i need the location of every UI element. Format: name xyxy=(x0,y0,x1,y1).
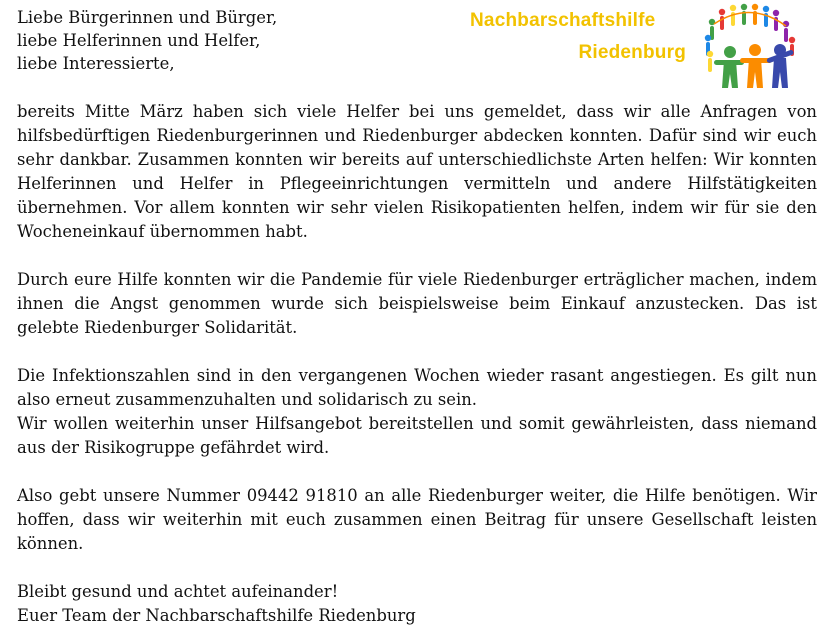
letter-body xyxy=(17,100,817,628)
people-circle-logo-icon xyxy=(700,2,800,90)
paragraph-1: bereits Mitte März haben sich viele Helfer bei uns gemeldet, dass wir alle Anfragen von hilfsbedürftigen Riedenburgerinnen und Riedenburger abdecken konnten. Dafür sind wir euch sehr dankbar. Zusammen konnten wir bereits auf unterschiedlichste Arten helfen: Wir konnten Helferinnen und Helfer in Pflegeeinrichtungen vermitteln und andere Hilfstätigkeiten übernehmen. Vor allem konnten wir sehr vielen Risikopatienten helfen, indem wir für sie den Wocheneinkauf übernommen habt. xyxy=(17,102,817,241)
logo-line-1: Nachbarschaftshilfe xyxy=(470,10,656,31)
salutation-line-3: liebe Interessierte, xyxy=(17,54,175,73)
logo-line-2: Riedenburg xyxy=(578,42,686,63)
signature-line: Euer Team der Nachbarschaftshilfe Riedenburg xyxy=(17,606,416,625)
salutation-line-2: liebe Helferinnen und Helfer, xyxy=(17,31,261,50)
closing-line-1: Bleibt gesund und achtet aufeinander! xyxy=(17,582,339,601)
figure-large-green xyxy=(714,46,744,88)
figure-large-orange xyxy=(740,44,772,88)
paragraph-3: Die Infektionszahlen sind in den vergangenen Wochen wieder rasant angestiegen. Es gilt nun also erneut zusammenzuhalten und solidarisch zu sein. xyxy=(17,366,817,409)
salutation xyxy=(17,6,437,75)
figure-large-blue xyxy=(766,44,794,88)
paragraph-2: Durch eure Hilfe konnten wir die Pandemie für viele Riedenburger erträglicher machen, indem ihnen die Angst genommen wurde sich beispielsweise beim Einkauf anzustecken. Das ist gelebte Riedenburger Solidarität. xyxy=(17,270,817,337)
paragraph-4: Wir wollen weiterhin unser Hilfsangebot bereitstellen und somit gewährleisten, dass niemand aus der Risikogruppe gefährdet wird. xyxy=(17,414,817,457)
paragraph-5: Also gebt unsere Nummer 09442 91810 an alle Riedenburger weiter, die Hilfe benötigen. Wir hoffen, dass wir weiterhin mit euch zusammen einen Beitrag für unsere Gesellschaft leisten können. xyxy=(17,486,817,553)
salutation-line-1: Liebe Bürgerinnen und Bürger, xyxy=(17,8,278,27)
closing xyxy=(17,580,817,628)
